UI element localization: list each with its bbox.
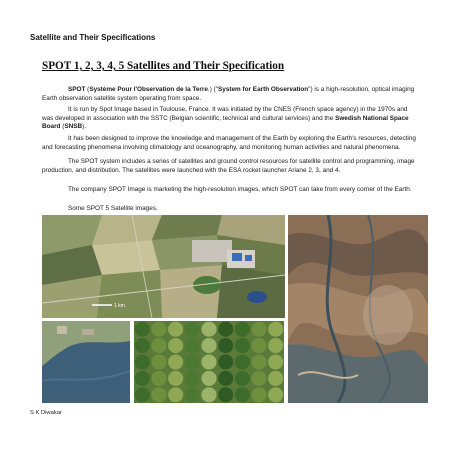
irrigation-circle [268, 322, 283, 337]
irrigation-circle [251, 387, 266, 402]
p2-text-c: ( [60, 123, 65, 131]
scale-bar-label: 1 km [114, 303, 125, 309]
irrigation-circle [168, 354, 183, 369]
irrigation-circle [151, 322, 166, 337]
irrigation-circle [168, 387, 183, 402]
p6-text: Some SPOT 5 Satellite images. [68, 205, 158, 212]
irrigation-circle [185, 354, 200, 369]
spot-term: SPOT [68, 86, 86, 93]
irrigation-circle [168, 371, 183, 386]
p1-text-d: .) (" [207, 86, 218, 93]
irrigation-circle [168, 322, 183, 337]
irrigation-circle [268, 387, 283, 402]
irrigation-circle [201, 322, 216, 337]
p1-text-b: ( [85, 86, 90, 93]
irrigation-circle [218, 322, 233, 337]
irrigation-circle [151, 387, 166, 402]
p2-text-e: ). [82, 123, 87, 131]
irrigation-circle [235, 338, 250, 353]
irrigation-circle [218, 338, 233, 353]
satellite-image-terrain [288, 215, 428, 403]
paragraph-images-caption [42, 205, 416, 214]
satellite-image-farmland [42, 215, 285, 318]
p3-text: It has been designed to improve the knowledge and management of the Earth by exploring the Earth's resources, detecting and forecasting phenomena involving climatology and oceanography, and monitoring human activities and natural phenomena. [42, 135, 416, 151]
irrigation-circle [235, 354, 250, 369]
irrigation-circle [185, 371, 200, 386]
irrigation-circle [251, 354, 266, 369]
irrigation-circle [268, 354, 283, 369]
irrigation-circle [185, 338, 200, 353]
irrigation-circle [251, 338, 266, 353]
irrigation-circle [201, 387, 216, 402]
irrigation-circle [151, 371, 166, 386]
irrigation-circle [235, 387, 250, 402]
irrigation-circle [218, 371, 233, 386]
spot-french-name: Système Pour l'Observation de la Terre [89, 86, 208, 93]
irrigation-circle [151, 338, 166, 353]
irrigation-circle [151, 354, 166, 369]
irrigation-circle [235, 371, 250, 386]
document-title: SPOT 1, 2, 3, 4, 5 Satellites and Their Specification [42, 60, 285, 72]
irrigation-circle [201, 371, 216, 386]
irrigation-circle [168, 338, 183, 353]
irrigation-circle [218, 354, 233, 369]
irrigation-circle [268, 371, 283, 386]
irrigation-circle [201, 338, 216, 353]
paragraph-spot-intro [42, 86, 416, 103]
irrigation-circle [135, 371, 150, 386]
irrigation-circle [201, 354, 216, 369]
irrigation-circle [135, 322, 150, 337]
irrigation-circle [185, 387, 200, 402]
satellite-image-lakeshore [42, 321, 130, 403]
irrigation-circle [135, 387, 150, 402]
paragraph-operator [42, 106, 416, 132]
paragraph-system [42, 158, 416, 175]
irrigation-circle [235, 322, 250, 337]
p5-text: The company SPOT Image is marketing the high-resolution images, which SPOT can take from every corner of the Earth. [68, 186, 412, 193]
page-header: Satellite and Their Specifications [30, 33, 156, 42]
paragraph-company [42, 186, 416, 195]
snsb-full-name: Swedish National Space Board [42, 114, 409, 131]
irrigation-circle [135, 338, 150, 353]
snsb-acronym: SNSB [64, 123, 83, 131]
irrigation-circle [135, 354, 150, 369]
p2-text-a: It is run by Spot Image based in Toulouse, France. It was initiated by the CNES (French space agency) in the 1970s and was developed in association with the SSTC (Belgian scientific, technical and cultural services) and the [42, 106, 408, 122]
irrigation-circle [251, 371, 266, 386]
irrigation-circle [251, 322, 266, 337]
page-footer-author: S K Diwakar [30, 410, 62, 416]
p4-text: The SPOT system includes a series of satellites and ground control resources for satellite control and programming, image production, and distribution. The satellites were launched with the ESA rocket launcher Ariane 2, 3, and 4. [42, 158, 415, 174]
irrigation-circle [268, 338, 283, 353]
irrigation-circle [218, 387, 233, 402]
irrigation-circle [185, 322, 200, 337]
spot-english-name: System for Earth Observation [218, 86, 309, 93]
p1-text-f: ") is a high-resolution, optical imaging Earth observation satellite system operating from space. [42, 86, 415, 102]
paragraph-purpose [42, 135, 416, 152]
satellite-image-irrigation [134, 321, 284, 403]
